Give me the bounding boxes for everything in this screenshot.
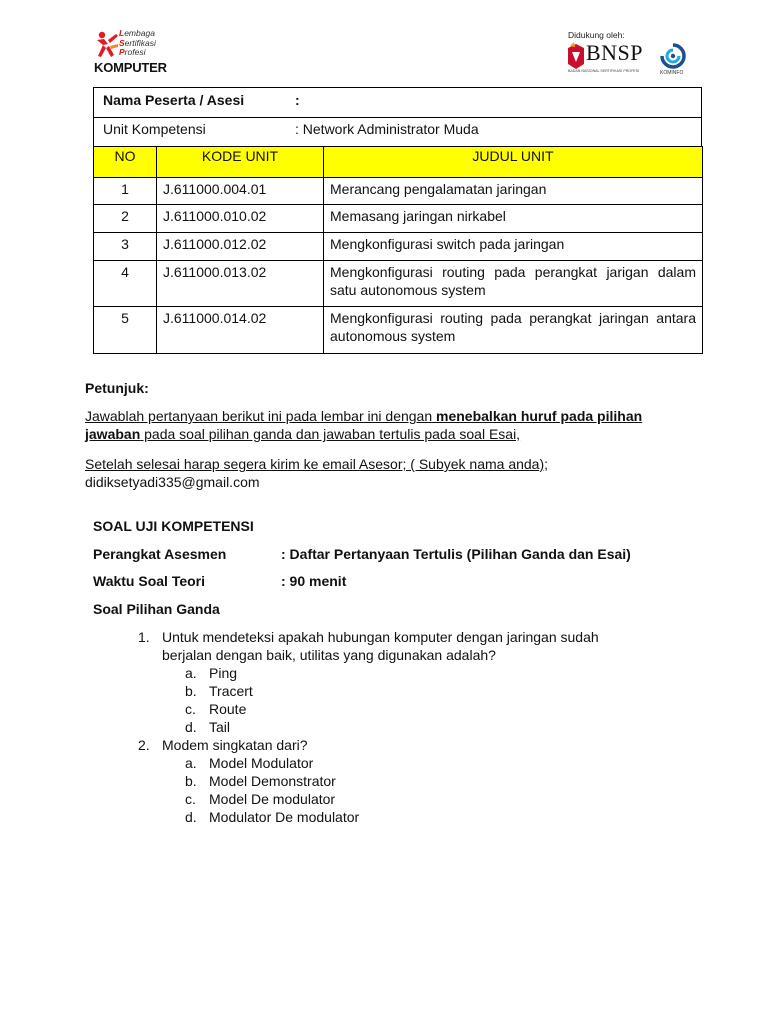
option-letter: b. — [185, 683, 197, 699]
peserta-divider — [94, 117, 701, 118]
petunjuk-p2-a: Setelah selesai harap segera kirim ke email Asesor; ( Subyek nama anda); — [85, 456, 549, 472]
option-letter: c. — [185, 791, 196, 807]
peserta-box — [93, 87, 702, 147]
lsp-line-1: embaga — [124, 28, 155, 38]
option-letter: d. — [185, 809, 197, 825]
lsp-logo-text: Lembaga Sertifikasi Profesi — [119, 28, 156, 57]
lsp-komputer-logo — [94, 26, 174, 78]
option-letter: a. — [185, 755, 197, 771]
unit-table — [93, 146, 703, 354]
kominfo-text: KOMINFO — [660, 70, 684, 76]
pilihan-ganda-title: Soal Pilihan Ganda — [93, 601, 220, 617]
lsp-line-3: rofesi — [124, 47, 146, 57]
row-kode: J.611000.013.02 — [157, 261, 324, 307]
question-item — [126, 628, 632, 736]
row-no: 2 — [94, 205, 157, 233]
row-kode: J.611000.012.02 — [157, 233, 324, 261]
nama-peserta-colon: : — [295, 92, 300, 108]
question-text: Modem singkatan dari? — [162, 737, 308, 753]
bnsp-logo — [566, 40, 650, 78]
table-row — [94, 205, 703, 233]
option-text: Tail — [209, 719, 231, 735]
lsp-figure-icon — [94, 30, 120, 62]
option-letter: b. — [185, 773, 197, 789]
option-list — [162, 754, 632, 826]
petunjuk-p1-a: Jawablah pertanyaan berikut ini pada lembar ini dengan — [85, 408, 437, 424]
unit-table-header — [94, 147, 703, 178]
petunjuk-p1-bold: menebalkan huruf pada pilihan jawaban — [85, 408, 643, 442]
option-text: Tracert — [209, 683, 253, 699]
petunjuk-paragraph-2 — [85, 455, 665, 491]
waktu-value: : 90 menit — [281, 573, 347, 589]
question-text: Untuk mendeteksi apakah hubungan komputer dengan jaringan sudah berjalan dengan baik, utilitas yang digunakan adalah? — [162, 629, 599, 663]
unit-kompetensi-label: Unit Kompetensi — [103, 121, 206, 137]
option-text: Model Modulator — [209, 755, 314, 771]
option-text: Model De modulator — [209, 791, 336, 807]
lsp-logo-name: KOMPUTER — [94, 60, 167, 75]
option-text: Ping — [209, 665, 238, 681]
row-no: 1 — [94, 178, 157, 205]
kominfo-logo — [656, 42, 690, 78]
row-judul: Memasang jaringan nirkabel — [324, 205, 703, 233]
answer-option[interactable] — [185, 808, 632, 826]
row-no: 5 — [94, 307, 157, 354]
row-no: 4 — [94, 261, 157, 307]
soal-title: SOAL UJI KOMPETENSI — [93, 518, 254, 534]
row-kode: J.611000.004.01 — [157, 178, 324, 205]
answer-option[interactable] — [185, 718, 632, 736]
header-judul-unit: JUDUL UNIT — [324, 147, 703, 178]
bnsp-wordmark: BNSP — [586, 40, 644, 65]
option-letter: a. — [185, 665, 197, 681]
row-judul: Mengkonfigurasi switch pada jaringan — [324, 233, 703, 261]
answer-option[interactable] — [185, 682, 632, 700]
row-no: 3 — [94, 233, 157, 261]
header-kode-unit: KODE UNIT — [157, 147, 324, 178]
option-letter: d. — [185, 719, 197, 735]
row-judul: Mengkonfigurasi routing pada perangkat jarigan dalam satu autonomous system — [324, 261, 703, 307]
row-kode: J.611000.010.02 — [157, 205, 324, 233]
option-list — [162, 664, 632, 736]
header-no: NO — [94, 147, 157, 178]
row-judul: Merancang pengalamatan jaringan — [324, 178, 703, 205]
bnsp-subtitle: BADAN NASIONAL SERTIFIKASI PROFESI — [568, 69, 640, 73]
table-row — [94, 307, 703, 354]
kominfo-emblem-icon — [656, 42, 690, 70]
asesor-email: didiksetyadi335@gmail.com — [85, 474, 260, 490]
option-letter: c. — [185, 701, 196, 717]
question-item — [126, 736, 632, 826]
bnsp-emblem-icon — [566, 42, 586, 70]
perangkat-label: Perangkat Asesmen — [93, 546, 227, 562]
perangkat-value: : Daftar Pertanyaan Tertulis (Pilihan Ganda dan Esai) — [281, 546, 631, 562]
petunjuk-p1-c: pada soal pilihan ganda dan jawaban tertulis pada soal Esai, — [140, 426, 521, 442]
answer-option[interactable] — [185, 700, 632, 718]
waktu-label: Waktu Soal Teori — [93, 573, 206, 589]
didukung-label: Didukung oleh: — [568, 30, 625, 40]
lsp-line-2: ertifikasi — [124, 37, 156, 48]
option-text: Modulator De modulator — [209, 809, 360, 825]
nama-peserta-label: Nama Peserta / Asesi — [103, 92, 245, 108]
petunjuk-title: Petunjuk: — [85, 380, 149, 396]
option-text: Model Demonstrator — [209, 773, 336, 789]
row-judul: Mengkonfigurasi routing pada perangkat jaringan antara autonomous system — [324, 307, 703, 354]
answer-option[interactable] — [185, 754, 632, 772]
table-row — [94, 178, 703, 205]
table-row — [94, 233, 703, 261]
question-number: 1. — [138, 629, 150, 645]
row-kode: J.611000.014.02 — [157, 307, 324, 354]
table-row — [94, 261, 703, 307]
question-list — [126, 628, 632, 826]
option-text: Route — [209, 701, 247, 717]
petunjuk-paragraph-1 — [85, 407, 665, 443]
answer-option[interactable] — [185, 772, 632, 790]
answer-option[interactable] — [185, 664, 632, 682]
question-number: 2. — [138, 737, 150, 753]
unit-kompetensi-value: : Network Administrator Muda — [295, 121, 479, 137]
answer-option[interactable] — [185, 790, 632, 808]
